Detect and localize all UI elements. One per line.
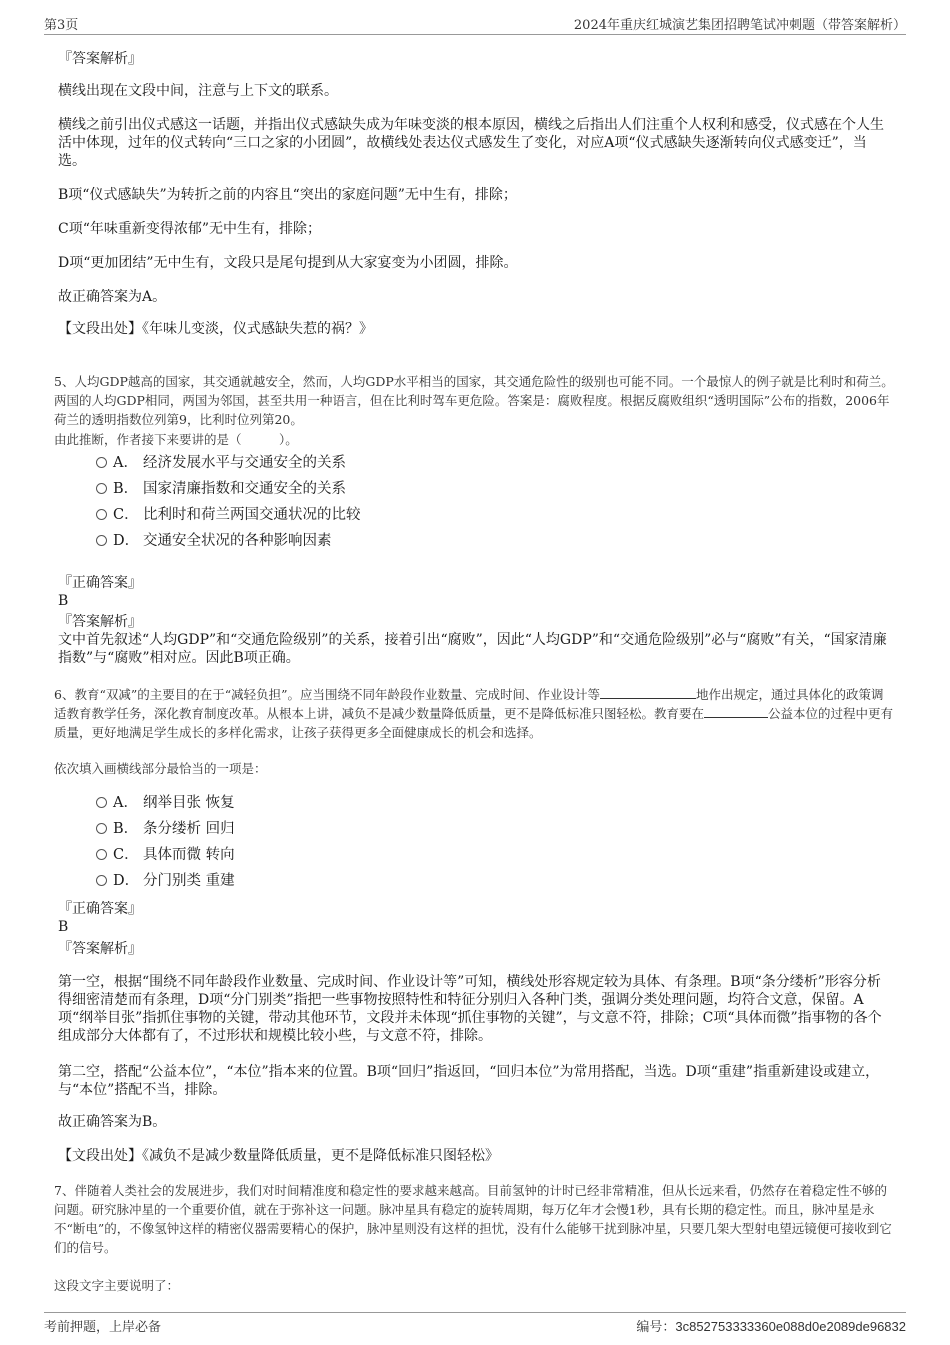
radio-button[interactable]: [96, 483, 107, 494]
q5-answer-label: 『正确答案』: [58, 575, 142, 591]
q6-option-d[interactable]: D． 分门别类 重建: [96, 871, 235, 891]
radio-button[interactable]: [96, 849, 107, 860]
q4-analysis-p4: C项“年味重新变得浓郁”无中生有，排除；: [58, 221, 322, 237]
document-code: 编号：3c852753333360e088d0e2089de96832: [636, 1319, 906, 1335]
q5-question: 由此推断，作者接下来要讲的是（ ）。: [54, 432, 298, 447]
q6-question: 依次填入画横线部分最恰当的一项是：: [54, 761, 267, 776]
q6-stem: 6、教育“双减”的主要目的在于“减轻负担”。应当围绕不同年龄段作业数量、完成时间、作业设计等 地作出规定，通过具体化的政策调适教育教学任务，深化教育制度改革。从根本上讲，减负不是减少数量降低质量，更不是降低标准只图轻松。教育要在 公益本位的过程中更有质量，更好地满足学生成长的多样化需求，让孩子获得更多全面健康成长的机会和选择。: [54, 687, 894, 740]
q5-option-c[interactable]: C． 比利时和荷兰两国交通状况的比较: [96, 505, 361, 525]
radio-button[interactable]: [96, 797, 107, 808]
q5-answer: B: [58, 593, 69, 609]
q6-analysis-p1: 第一空，根据“围绕不同年龄段作业数量、完成时间、作业设计等”可知，横线处形容规定较为具体、有条理。B项“条分缕析”形容分析得细密清楚而有条理，D项“分门别类”指把一些事物按照特性和特征分别归入各种门类，强调分类处理问题，均符合文意，保留。A项“纲举目张”指抓住事物的关键，带动其他环节，文段并未体现“抓住事物的关键”，与文意不符，排除；C项“具体而微”指事物的各个组成部分大体都有了，不过形状和规模比较小些，与文意不符，排除。: [58, 974, 882, 1044]
q5-stem: 5、人均GDP越高的国家，其交通就越安全，然而，人均GDP水平相当的国家，其交通危险性的级别也可能不同。一个最惊人的例子就是比利时和荷兰。两国的人均GDP相同，两国为邻国，甚至共用一种语言，但在比利时驾车更危险。答案是：腐败程度。根据反腐败组织“透明国际”公布的指数，2006年荷兰的透明指数位列第9，比利时位列第20。: [54, 374, 894, 427]
q4-analysis-p3: B项“仪式感缺失”为转折之前的内容且“突出的家庭问题”无中生有，排除；: [58, 187, 517, 203]
q7-question: 这段文字主要说明了：: [54, 1278, 180, 1293]
q7-stem: 7、伴随着人类社会的发展进步，我们对时间精准度和稳定性的要求越来越高。目前氢钟的计时已经非常精准，但从长远来看，仍然存在着稳定性不够的问题。研究脉冲星的一个重要价值，就在于弥补这一问题。脉冲星具有稳定的旋转周期，每万亿年才会慢1秒，具有长期的稳定性。而且，脉冲星是永不“断电”的，不像氢钟这样的精密仪器需要精心的保护，脉冲星则没有这样的担忧，没有什么能够干扰到脉冲星，只要几架大型射电望远镜便可接收到它们的信号。: [54, 1183, 892, 1255]
q4-analysis-p2: 横线之前引出仪式感这一话题，并指出仪式感缺失成为年味变淡的根本原因，横线之后指出人们注重个人权利和感受，仪式感在个人生活中体现，过年的仪式转向“三口之家的小团圆”，故横线处表达仪式感发生了变化，对应A项“仪式感缺失逐渐转向仪式感变迁”，当选。: [58, 117, 884, 169]
q5-analysis-label: 『答案解析』: [58, 614, 142, 630]
q6-answer-label: 『正确答案』: [58, 901, 142, 917]
q4-analysis-p6: 故正确答案为A。: [58, 289, 167, 305]
q5-option-d[interactable]: D． 交通安全状况的各种影响因素: [96, 531, 332, 551]
q4-analysis-p5: D项“更加团结”无中生有，文段只是尾句提到从大家宴变为小团圆，排除。: [58, 255, 518, 271]
document-title: 2024年重庆红城演艺集团招聘笔试冲刺题（带答案解析）: [573, 18, 906, 33]
radio-button[interactable]: [96, 875, 107, 886]
fill-blank-1: [600, 686, 696, 699]
radio-button[interactable]: [96, 535, 107, 546]
page-footer: [44, 1312, 906, 1335]
q5-option-a[interactable]: A． 经济发展水平与交通安全的关系: [96, 453, 346, 473]
q4-source: 【文段出处】《年味儿变淡，仪式感缺失惹的祸？》: [58, 321, 373, 337]
radio-button[interactable]: [96, 823, 107, 834]
q6-option-b[interactable]: B． 条分缕析 回归: [96, 819, 235, 839]
q6-option-a[interactable]: A． 纲举目张 恢复: [96, 793, 235, 813]
q6-source: 【文段出处】《减负不是减少数量降低质量，更不是降低标准只图轻松》: [58, 1148, 499, 1164]
footer-slogan: 考前押题，上岸必备: [44, 1320, 162, 1335]
radio-button[interactable]: [96, 509, 107, 520]
fill-blank-2: [704, 705, 768, 718]
q6-analysis-label: 『答案解析』: [58, 941, 142, 957]
q4-analysis-p1: 横线出现在文段中间，注意与上下文的联系。: [58, 83, 338, 99]
q6-analysis-p2: 第二空，搭配“公益本位”，“本位”指本来的位置。B项“回归”指返回，“回归本位”为常用搭配，当选。D项“重建”指重新建设或建立，与“本位”搭配不当，排除。: [58, 1064, 880, 1098]
q5-analysis: 文中首先叙述“人均GDP”和“交通危险级别”的关系，接着引出“腐败”，因此“人均GDP”和“交通危险级别”必与“腐败”有关，“国家清廉指数”与“腐败”相对应。因此B项正确。: [58, 632, 887, 666]
q6-analysis-p3: 故正确答案为B。: [58, 1114, 167, 1130]
page-header: [44, 12, 906, 35]
radio-button[interactable]: [96, 457, 107, 468]
q5-option-b[interactable]: B． 国家清廉指数和交通安全的关系: [96, 479, 346, 499]
page-number: 第3页: [44, 18, 79, 33]
q6-answer: B: [58, 919, 69, 935]
q4-analysis-label: 『答案解析』: [58, 51, 142, 67]
q6-option-c[interactable]: C． 具体而微 转向: [96, 845, 235, 865]
